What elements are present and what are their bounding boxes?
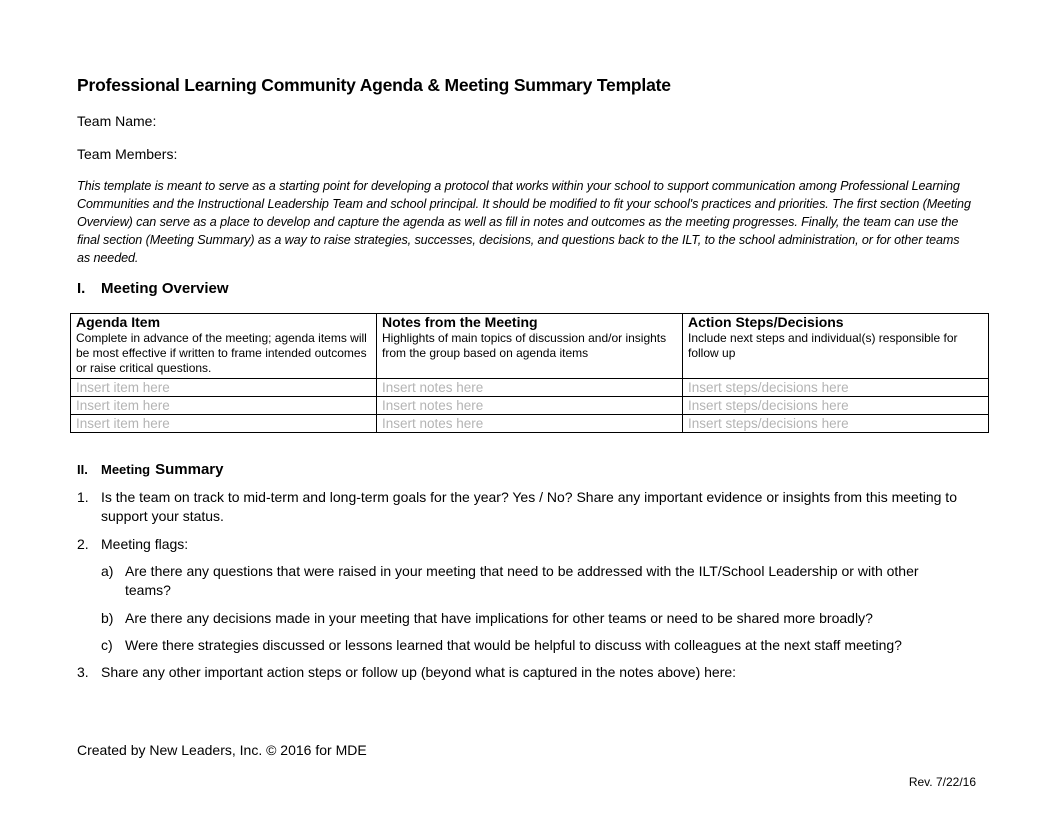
header-cell-action-steps [683, 314, 989, 379]
table-row [71, 397, 989, 415]
intro-paragraph: This template is meant to serve as a starting point for developing a protocol that works within your school to support communication among Professional Learning Communities and the Instructional Leadership Team and school principal. It should be modified to fit your school's practices and priorities. The first section (Meeting Overview) can serve as a place to develop and capture the agenda as well as fill in notes and outcomes as the meeting progresses. Finally, the team can use the final section (Meeting Summary) as a way to raise strategies, successes, decisions, and questions back to the ILT, to the school administration, or for other teams as needed. [77, 179, 971, 265]
section-number: II. [77, 462, 88, 477]
section-title-part: Meeting [101, 462, 151, 477]
action-steps-cell[interactable]: Insert steps/decisions here [683, 397, 989, 415]
item-number: 1. [77, 489, 89, 505]
column-heading: Agenda Item [76, 314, 161, 330]
subitem-text: Are there any decisions made in your meeting that have implications for other teams or need to be shared more broadly? [125, 610, 873, 626]
subitem-letter: b) [101, 610, 114, 626]
action-steps-cell[interactable]: Insert steps/decisions here [683, 379, 989, 397]
section-title: Meeting Overview [101, 280, 229, 297]
item-text: Meeting flags: [101, 536, 189, 552]
column-subtext: Include next steps and individual(s) responsible for follow up [688, 331, 958, 360]
notes-cell[interactable]: Insert notes here [377, 415, 683, 433]
subitem-text: Were there strategies discussed or lessons learned that would be helpful to discuss with colleagues at the next staff meeting? [125, 637, 902, 653]
subitem-letter: a) [101, 563, 114, 579]
table-row [71, 415, 989, 433]
footer-credit: Created by New Leaders, Inc. © 2016 for MDE [77, 742, 367, 758]
section-meeting-summary-heading [77, 461, 224, 478]
agenda-item-cell[interactable]: Insert item here [71, 397, 377, 415]
agenda-item-cell[interactable]: Insert item here [71, 379, 377, 397]
header-cell-agenda-item [71, 314, 377, 379]
subitem-letter: c) [101, 637, 113, 653]
document-title: Professional Learning Community Agenda & Meeting Summary Template [77, 75, 671, 95]
column-subtext: Highlights of main topics of discussion and/or insights from the group based on agenda items [382, 331, 667, 360]
notes-cell[interactable]: Insert notes here [377, 379, 683, 397]
section-title-part: Summary [155, 461, 224, 478]
meeting-overview-table [70, 313, 989, 433]
subitem-text: Are there any questions that were raised in your meeting that need to be addressed with the ILT/School Leadership or with other teams? [125, 563, 919, 598]
revision-date: Rev. 7/22/16 [908, 775, 976, 789]
header-cell-notes [377, 314, 683, 379]
notes-cell[interactable]: Insert notes here [377, 397, 683, 415]
action-steps-cell[interactable]: Insert steps/decisions here [683, 415, 989, 433]
item-text: Share any other important action steps or follow up (beyond what is captured in the notes above) here: [101, 664, 737, 680]
item-number: 3. [77, 664, 89, 680]
section-number: I. [77, 280, 86, 297]
team-name-label: Team Name: [77, 113, 157, 129]
agenda-item-cell[interactable]: Insert item here [71, 415, 377, 433]
section-meeting-overview-heading [77, 280, 229, 297]
table-header-row [71, 314, 989, 379]
item-number: 2. [77, 536, 89, 552]
table-row [71, 379, 989, 397]
column-subtext: Complete in advance of the meeting; agenda items will be most effective if written to frame intended outcomes or raise critical questions. [76, 331, 367, 375]
column-heading: Notes from the Meeting [382, 314, 538, 330]
column-heading: Action Steps/Decisions [688, 314, 844, 330]
team-members-label: Team Members: [77, 146, 178, 162]
item-text: Is the team on track to mid-term and long-term goals for the year? Yes / No? Share any important evidence or insights from this meeting to support your status. [101, 489, 957, 524]
